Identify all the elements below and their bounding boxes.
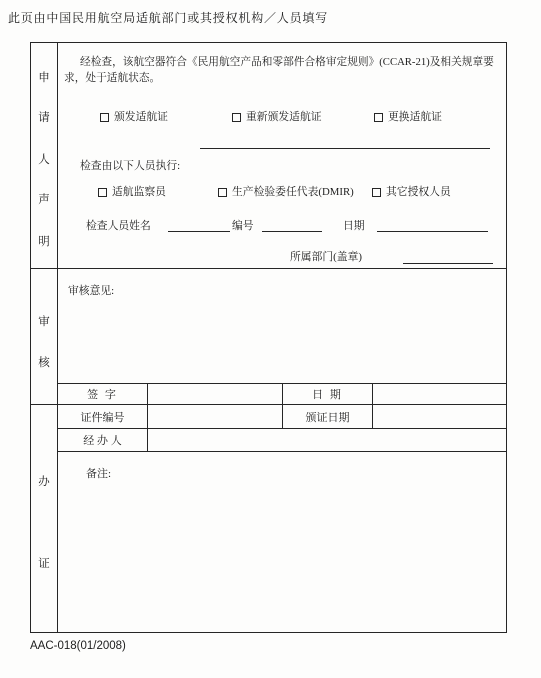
signature-label: 签 字 <box>87 389 118 401</box>
review-opinion-label: 审核意见: <box>68 285 115 297</box>
blank-fill-line[interactable] <box>200 135 490 149</box>
inspector-intro-text: 检查由以下人员执行: <box>80 160 181 172</box>
option-airworthiness-inspector[interactable] <box>98 185 166 199</box>
certificate-number-field[interactable] <box>147 404 283 429</box>
side-label-char: 审 <box>38 316 50 328</box>
issuance-side-label <box>30 404 58 633</box>
side-label-char: 人 <box>38 154 50 166</box>
inspector-number-label: 编号 <box>232 220 254 232</box>
department-stamp-label: 所属部门(盖章) <box>290 251 362 263</box>
issue-certificate-checkbox[interactable] <box>100 113 109 122</box>
side-label-char: 证 <box>38 558 50 570</box>
reissue-certificate-checkbox[interactable] <box>232 113 241 122</box>
applicant-statement-side-label <box>30 42 58 269</box>
form-header-note: 此页由中国民用航空局适航部门或其授权机构／人员填写 <box>8 11 329 25</box>
applicant-statement-section <box>57 42 507 269</box>
remarks-section <box>57 451 507 633</box>
replace-certificate-checkbox[interactable] <box>374 113 383 122</box>
certificate-number-label-cell <box>57 404 148 429</box>
option-issue-certificate[interactable] <box>100 110 168 124</box>
option-replace-certificate[interactable] <box>374 110 442 124</box>
review-opinion-section <box>57 268 507 384</box>
airworthiness-inspection-form <box>30 42 507 633</box>
option-label: 其它授权人员 <box>386 186 451 198</box>
side-label-char: 申 <box>38 72 50 84</box>
option-label: 重新颁发适航证 <box>246 111 322 123</box>
statement-text-line-1: 经检查，该航空器符合《民用航空产品和零部件合格审定规则》(CCAR-21)及相关规章要 <box>80 56 494 68</box>
option-label: 生产检验委任代表(DMIR) <box>232 186 354 198</box>
certificate-number-label: 证件编号 <box>80 411 125 424</box>
inspector-name-field[interactable] <box>168 218 230 232</box>
signature-label-cell <box>57 383 148 405</box>
remarks-field[interactable] <box>64 486 500 626</box>
remarks-label: 备注: <box>86 468 112 480</box>
review-date-label: 日 期 <box>312 389 343 401</box>
option-label: 更换适航证 <box>388 111 442 123</box>
review-side-label <box>30 268 58 405</box>
issue-date-label-cell <box>282 404 373 429</box>
inspection-date-label: 日期 <box>343 220 365 232</box>
airworthiness-inspector-checkbox[interactable] <box>98 188 107 197</box>
side-label-char: 请 <box>38 112 50 124</box>
review-date-label-cell <box>282 383 373 405</box>
dmir-checkbox[interactable] <box>218 188 227 197</box>
issue-date-label: 颁证日期 <box>305 411 350 424</box>
review-opinion-field[interactable] <box>64 303 500 377</box>
side-label-char: 核 <box>38 357 50 369</box>
option-other-authorized-person[interactable] <box>372 185 451 199</box>
review-date-field[interactable] <box>372 383 507 405</box>
inspector-name-label: 检查人员姓名 <box>86 220 151 232</box>
option-label: 颁发适航证 <box>114 111 168 123</box>
inspector-number-field[interactable] <box>262 218 322 232</box>
side-label-char: 声 <box>38 194 50 206</box>
side-label-char: 明 <box>38 236 50 248</box>
handler-label: 经 办 人 <box>83 435 122 447</box>
option-dmir[interactable] <box>218 185 354 199</box>
issue-date-field[interactable] <box>372 404 507 429</box>
other-authorized-person-checkbox[interactable] <box>372 188 381 197</box>
signature-field[interactable] <box>147 383 283 405</box>
inspection-date-field[interactable] <box>377 218 488 232</box>
handler-field[interactable] <box>147 428 507 452</box>
handler-label-cell <box>57 428 148 452</box>
statement-text-line-2: 求，处于适航状态。 <box>64 72 161 84</box>
department-stamp-field[interactable] <box>403 250 493 264</box>
option-reissue-certificate[interactable] <box>232 110 322 124</box>
option-label: 适航监察员 <box>112 186 166 198</box>
form-code: AAC-018(01/2008) <box>30 640 126 652</box>
side-label-char: 办 <box>38 476 50 488</box>
